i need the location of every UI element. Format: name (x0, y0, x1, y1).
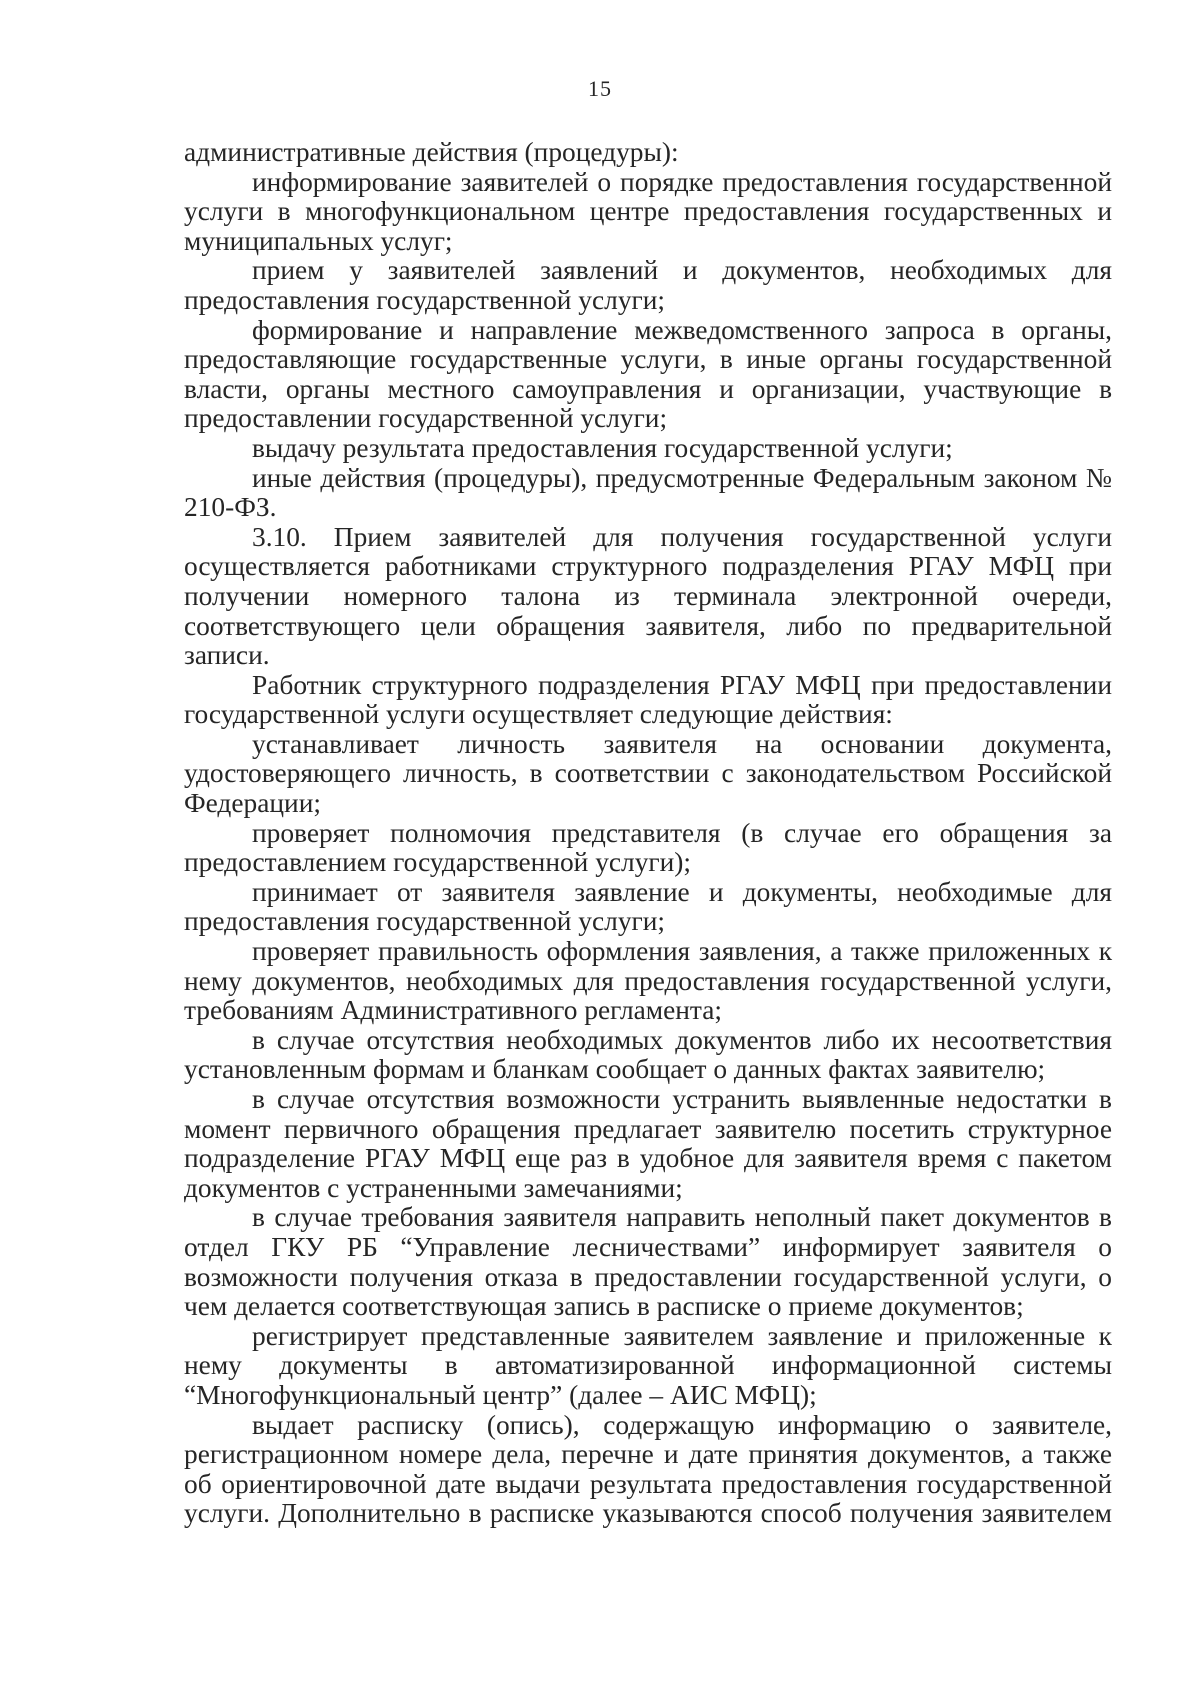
paragraph-interagency-request: формирование и направление межведомственного запроса в органы, предоставляющие государственные услуги, в иные органы государственной власти, органы местного самоуправления и организации, участвующие в предоставлении государственной услуги; (184, 314, 1112, 434)
paragraph-employee-actions: Работник структурного подразделения РГАУ МФЦ при предоставлении государственной услуги осуществляет следующие действия: (184, 669, 1112, 730)
paragraph-representative: проверяет полномочия представителя (в случае его обращения за предоставлением государственной услуги); (184, 817, 1112, 878)
paragraph-reception: прием у заявителей заявлений и документов, необходимых для предоставления государственной услуги; (184, 255, 1112, 315)
page-number: 15 (588, 76, 612, 101)
paragraph-result-issue: выдачу результата предоставления государственной услуги; (252, 432, 953, 463)
paragraph-deficiencies: в случае отсутствия возможности устранить выявленные недостатки в момент первичного обращения предлагает заявителю посетить структурное подразделение РГАУ МФЦ еще раз в удобное для заявителя время с пакетом документов с устраненными замечаниями; (184, 1084, 1112, 1203)
paragraph-checks-form: проверяет правильность оформления заявления, а также приложенных к нему документов, необходимых для предоставления государственной услуги, требованиям Административного регламента; (184, 936, 1112, 1026)
paragraph-registration: регистрирует представленные заявителем заявление и приложенные к нему документы в автоматизированной информационной системы “Многофункциональный центр” (далее – АИС МФЦ); (184, 1320, 1112, 1410)
paragraph-missing-docs: в случае отсутствия необходимых документов либо их несоответствия установленным формам и бланкам сообщает о данных фактах заявителю; (184, 1024, 1112, 1085)
paragraph-intro: административные действия (процедуры): (184, 137, 679, 167)
paragraph-informing: информирование заявителей о порядке предоставления государственной услуги в многофункциональном центре предоставления государственных и муниципальных услуг; (184, 166, 1112, 256)
paragraph-section-3-10: 3.10. Прием заявителей для получения государственной услуги осуществляется работниками структурного подразделения РГАУ МФЦ при получении номерного талона из терминала электронной очереди, соответствующего цели обращения заявителя, либо по предварительной записи. (184, 521, 1112, 671)
paragraph-other-actions: иные действия (процедуры), предусмотренные Федеральным законом № 210-ФЗ. (184, 462, 1112, 523)
paragraph-identity: устанавливает личность заявителя на основании документа, удостоверяющего личность, в соответствии с законодательством Российской Федерации; (184, 728, 1112, 819)
paragraph-receipt: выдает расписку (опись), содержащую информацию о заявителе, регистрационном номере дела, перечне и дате принятия документов, а также об ориентировочной дате выдачи результата предоставления государственной услуги. Дополнительно в расписке указываются способ получения заявителем (184, 1409, 1112, 1529)
paragraph-accepts: принимает от заявителя заявление и документы, необходимые для предоставления государственной услуги; (184, 876, 1112, 937)
body-text (184, 138, 1112, 1529)
paragraph-incomplete-package: в случае требования заявителя направить неполный пакет документов в отдел ГКУ РБ “Управление лесничествами” информирует заявителя о возможности получения отказа в предоставлении государственной услуги, о чем делается соответствующая запись в расписке о приеме документов; (184, 1202, 1112, 1322)
